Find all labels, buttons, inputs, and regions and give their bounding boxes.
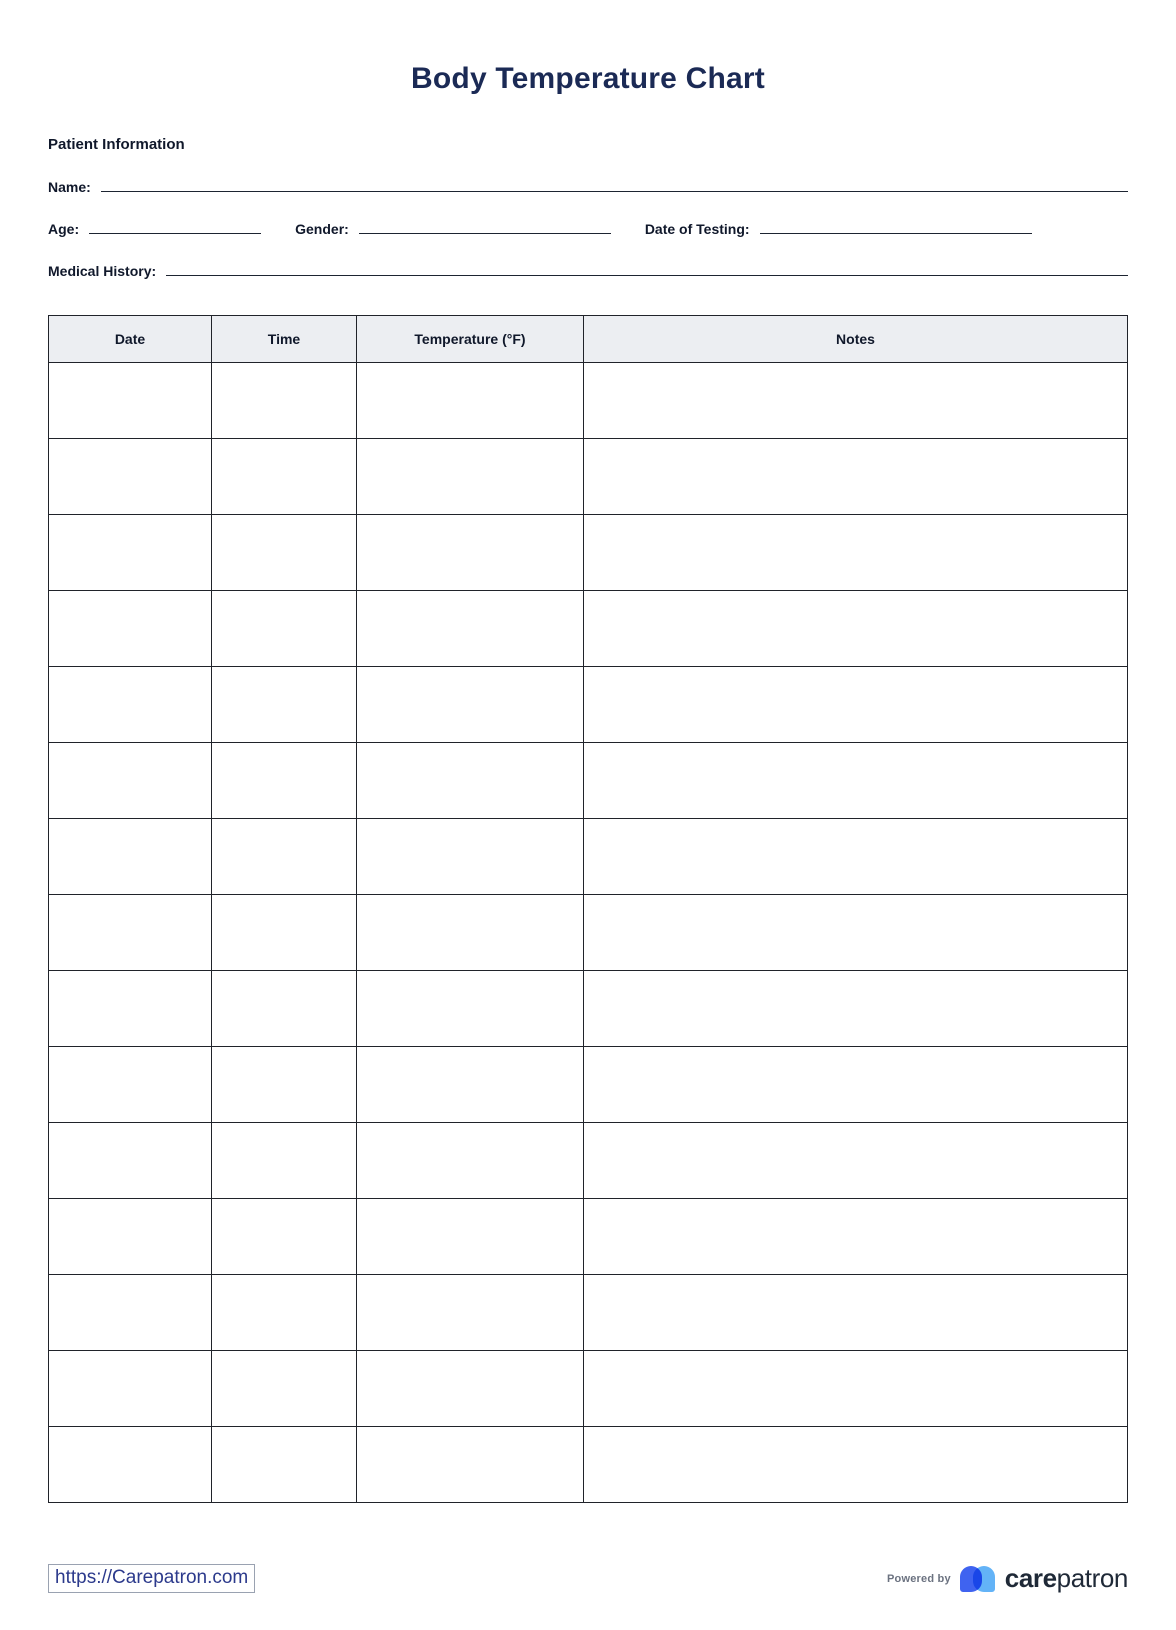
brand-word-bold: care <box>1004 1563 1057 1593</box>
table-row <box>49 1351 1128 1427</box>
cell-date[interactable] <box>49 1275 212 1351</box>
cell-time[interactable] <box>212 819 357 895</box>
cell-time[interactable] <box>212 971 357 1047</box>
date-of-testing-input[interactable] <box>760 221 1032 234</box>
cell-time[interactable] <box>212 363 357 439</box>
cell-notes[interactable] <box>584 363 1128 439</box>
date-of-testing-label: Date of Testing: <box>644 221 750 237</box>
cell-date[interactable] <box>49 743 212 819</box>
gender-input[interactable] <box>359 221 611 234</box>
brand-word-light: patron <box>1056 1563 1128 1593</box>
cell-date[interactable] <box>49 895 212 971</box>
cell-temperature[interactable] <box>357 819 584 895</box>
medical-history-input[interactable] <box>166 263 1128 276</box>
cell-temperature[interactable] <box>357 743 584 819</box>
cell-time[interactable] <box>212 1199 357 1275</box>
cell-time[interactable] <box>212 743 357 819</box>
cell-date[interactable] <box>49 819 212 895</box>
patient-information-heading: Patient Information <box>48 136 185 153</box>
cell-notes[interactable] <box>584 743 1128 819</box>
medical-history-label: Medical History: <box>48 263 157 279</box>
cell-time[interactable] <box>212 1123 357 1199</box>
cell-temperature[interactable] <box>357 439 584 515</box>
cell-date[interactable] <box>49 1047 212 1123</box>
cell-date[interactable] <box>49 1427 212 1503</box>
table-row <box>49 743 1128 819</box>
table-row <box>49 819 1128 895</box>
name-label: Name: <box>48 179 91 195</box>
cell-time[interactable] <box>212 1427 357 1503</box>
table-row <box>49 667 1128 743</box>
cell-notes[interactable] <box>584 1123 1128 1199</box>
cell-notes[interactable] <box>584 1275 1128 1351</box>
cell-time[interactable] <box>212 1275 357 1351</box>
cell-temperature[interactable] <box>357 1427 584 1503</box>
cell-temperature[interactable] <box>357 1199 584 1275</box>
cell-temperature[interactable] <box>357 667 584 743</box>
cell-temperature[interactable] <box>357 591 584 667</box>
table-row <box>49 1123 1128 1199</box>
carepatron-wordmark <box>1005 1563 1128 1594</box>
column-header-temperature: Temperature (°F) <box>357 316 584 363</box>
age-input[interactable] <box>89 221 261 234</box>
table-row <box>49 1047 1128 1123</box>
name-field-row <box>48 179 1128 195</box>
cell-notes[interactable] <box>584 1047 1128 1123</box>
carepatron-branding <box>887 1563 1128 1594</box>
table-body <box>49 363 1128 1503</box>
cell-time[interactable] <box>212 515 357 591</box>
cell-date[interactable] <box>49 1199 212 1275</box>
cell-temperature[interactable] <box>357 895 584 971</box>
demographics-field-row <box>48 221 1128 237</box>
page-footer <box>48 1563 1128 1594</box>
table-row <box>49 1427 1128 1503</box>
cell-time[interactable] <box>212 439 357 515</box>
cell-date[interactable] <box>49 515 212 591</box>
table-header-row <box>49 316 1128 363</box>
cell-temperature[interactable] <box>357 363 584 439</box>
table-row <box>49 515 1128 591</box>
cell-time[interactable] <box>212 1351 357 1427</box>
cell-date[interactable] <box>49 363 212 439</box>
table-row <box>49 1275 1128 1351</box>
cell-temperature[interactable] <box>357 971 584 1047</box>
cell-notes[interactable] <box>584 1351 1128 1427</box>
table-row <box>49 439 1128 515</box>
cell-temperature[interactable] <box>357 1047 584 1123</box>
powered-by-label: Powered by <box>887 1572 951 1585</box>
table-row <box>49 895 1128 971</box>
cell-time[interactable] <box>212 591 357 667</box>
table-row <box>49 363 1128 439</box>
carepatron-logo-icon <box>960 1564 996 1594</box>
cell-temperature[interactable] <box>357 515 584 591</box>
temperature-log-table <box>48 315 1128 1503</box>
cell-notes[interactable] <box>584 819 1128 895</box>
cell-time[interactable] <box>212 895 357 971</box>
cell-notes[interactable] <box>584 515 1128 591</box>
cell-date[interactable] <box>49 1123 212 1199</box>
cell-temperature[interactable] <box>357 1351 584 1427</box>
cell-notes[interactable] <box>584 971 1128 1047</box>
age-label: Age: <box>48 221 80 237</box>
table-row <box>49 1199 1128 1275</box>
table-row <box>49 971 1128 1047</box>
cell-notes[interactable] <box>584 1199 1128 1275</box>
cell-temperature[interactable] <box>357 1123 584 1199</box>
column-header-notes: Notes <box>584 316 1128 363</box>
gender-label: Gender: <box>295 221 349 237</box>
cell-date[interactable] <box>49 591 212 667</box>
cell-notes[interactable] <box>584 1427 1128 1503</box>
column-header-date: Date <box>49 316 212 363</box>
name-input[interactable] <box>101 179 1128 192</box>
cell-date[interactable] <box>49 971 212 1047</box>
cell-time[interactable] <box>212 1047 357 1123</box>
cell-date[interactable] <box>49 439 212 515</box>
cell-notes[interactable] <box>584 591 1128 667</box>
table-row <box>49 591 1128 667</box>
medical-history-field-row <box>48 263 1128 279</box>
cell-notes[interactable] <box>584 667 1128 743</box>
carepatron-url-link[interactable]: https://Carepatron.com <box>48 1564 255 1594</box>
cell-date[interactable] <box>49 1351 212 1427</box>
cell-time[interactable] <box>212 667 357 743</box>
cell-notes[interactable] <box>584 439 1128 515</box>
cell-date[interactable] <box>49 667 212 743</box>
column-header-time: Time <box>212 316 357 363</box>
page-title: Body Temperature Chart <box>411 62 765 95</box>
cell-temperature[interactable] <box>357 1275 584 1351</box>
cell-notes[interactable] <box>584 895 1128 971</box>
